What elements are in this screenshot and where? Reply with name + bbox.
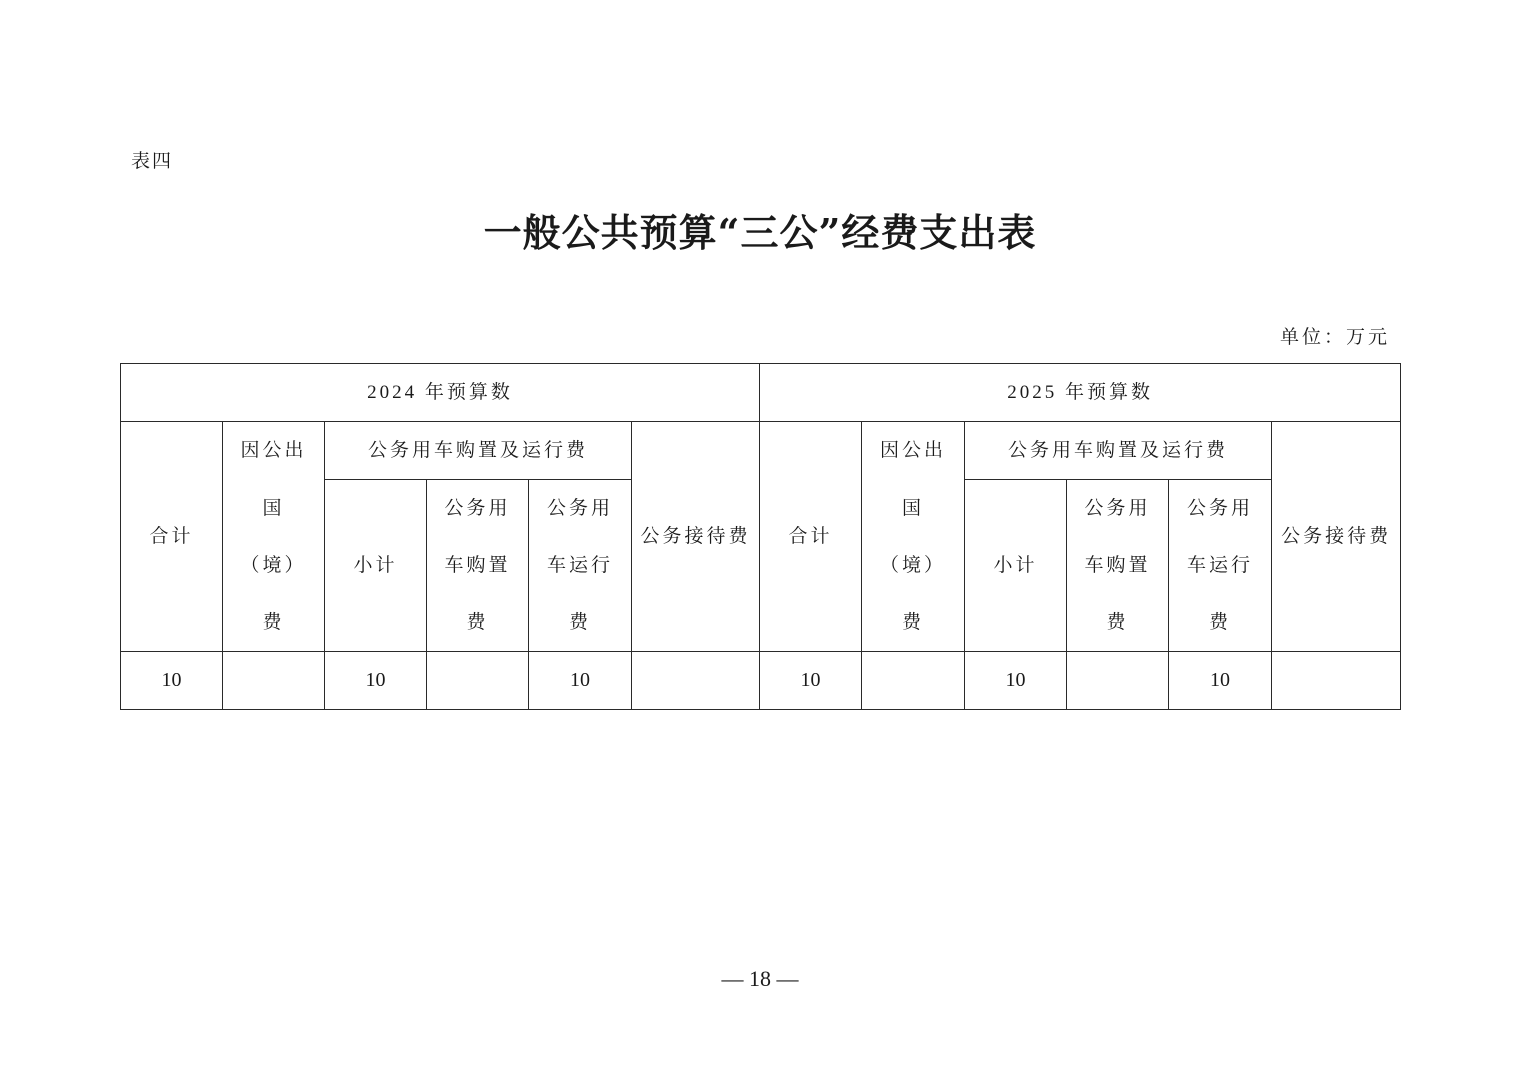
reception-value-2024: [632, 652, 760, 710]
abroad-header-2025-line2: 国: [862, 480, 965, 538]
reception-header-2024: 公务接待费: [632, 422, 760, 652]
purchase-value-2025: [1067, 652, 1169, 710]
abroad-header-2024-line2: 国: [223, 480, 325, 538]
total-header-2025: 合计: [760, 422, 862, 652]
purchase-header-2024-line2: 车购置: [427, 537, 529, 594]
purchase-header-2024-line3: 费: [427, 594, 529, 652]
subtotal-header-2024: 小计: [325, 480, 427, 652]
operation-header-2025-line3: 费: [1169, 594, 1272, 652]
abroad-header-2025-line4: 费: [862, 594, 965, 652]
abroad-header-2024-line3: （境）: [223, 537, 325, 594]
vehicle-header-2025: 公务用车购置及运行费: [965, 422, 1272, 480]
operation-value-2024: 10: [529, 652, 632, 710]
operation-header-2025-line2: 车运行: [1169, 537, 1272, 594]
abroad-header-2025-line1: 因公出: [862, 422, 965, 480]
vehicle-header-2024: 公务用车购置及运行费: [325, 422, 632, 480]
purchase-header-2025-line2: 车购置: [1067, 537, 1169, 594]
abroad-value-2025: [862, 652, 965, 710]
total-header-2024: 合计: [121, 422, 223, 652]
unit-note: 单位：万元: [1279, 326, 1390, 348]
abroad-header-2024-line4: 费: [223, 594, 325, 652]
operation-header-2024-line2: 车运行: [529, 537, 632, 594]
purchase-header-2024-line1: 公务用: [427, 480, 529, 538]
operation-header-2024-line1: 公务用: [529, 480, 632, 538]
year-2024-header: 2024 年预算数: [121, 364, 760, 422]
year-2025-header: 2025 年预算数: [760, 364, 1401, 422]
subtotal-header-2025: 小计: [965, 480, 1067, 652]
abroad-header-2025-line3: （境）: [862, 537, 965, 594]
operation-header-2025-line1: 公务用: [1169, 480, 1272, 538]
purchase-value-2024: [427, 652, 529, 710]
reception-header-2025: 公务接待费: [1272, 422, 1401, 652]
operation-value-2025: 10: [1169, 652, 1272, 710]
three-public-expenses-table: [120, 363, 1401, 710]
purchase-header-2025-line1: 公务用: [1067, 480, 1169, 538]
operation-header-2024-line3: 费: [529, 594, 632, 652]
subtotal-value-2025: 10: [965, 652, 1067, 710]
table-label: 表四: [131, 150, 174, 172]
document-title: 一般公共预算“三公”经费支出表: [483, 210, 1037, 255]
page-number: — 18 —: [721, 966, 799, 991]
abroad-value-2024: [223, 652, 325, 710]
reception-value-2025: [1272, 652, 1401, 710]
purchase-header-2025-line3: 费: [1067, 594, 1169, 652]
total-value-2025: 10: [760, 652, 862, 710]
subtotal-value-2024: 10: [325, 652, 427, 710]
total-value-2024: 10: [121, 652, 223, 710]
abroad-header-2024-line1: 因公出: [223, 422, 325, 480]
